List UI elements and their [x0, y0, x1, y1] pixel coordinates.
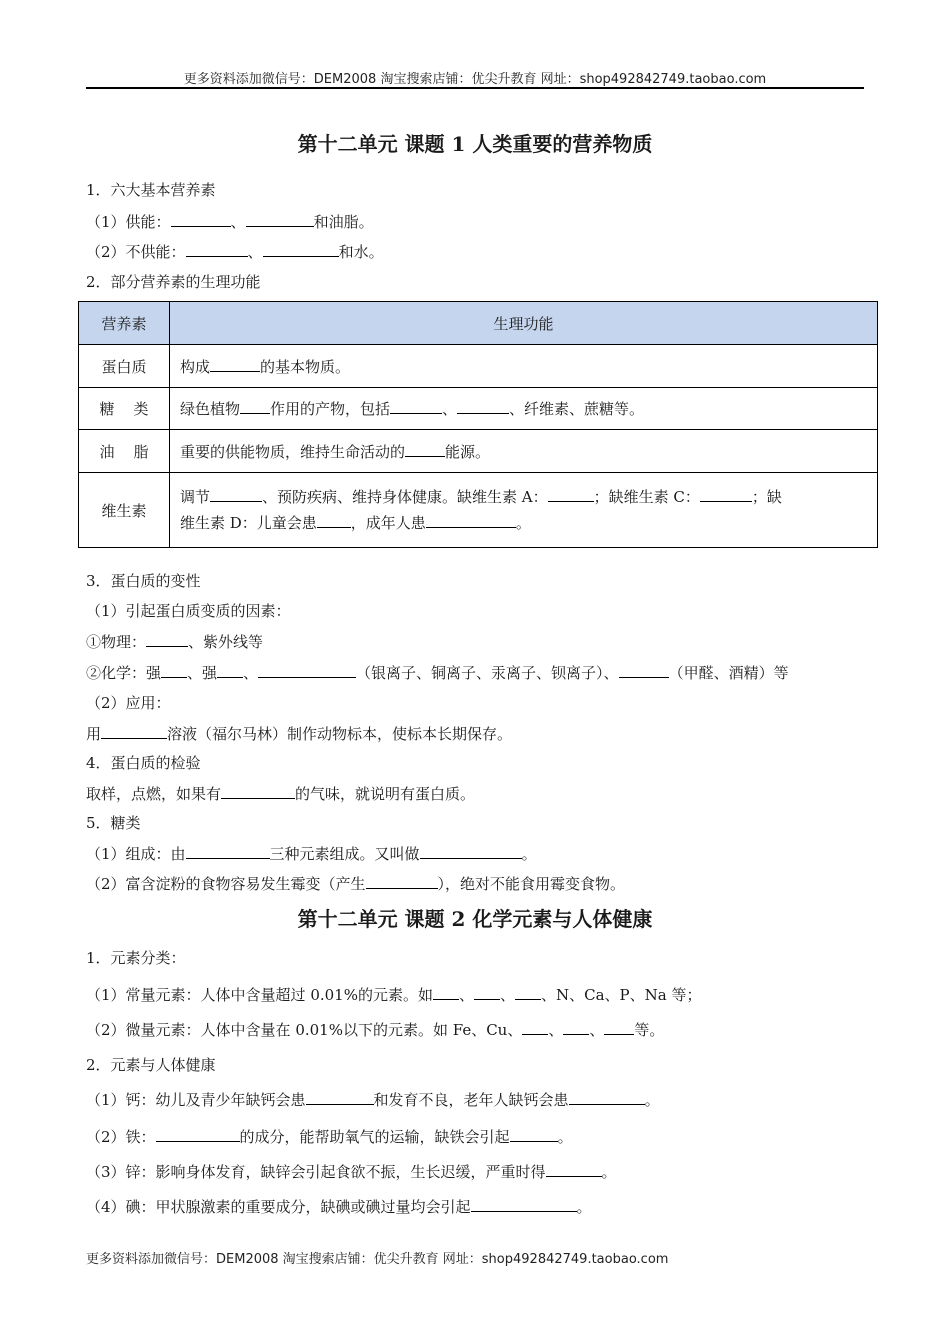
blank[interactable]	[433, 986, 459, 1000]
header-function: 生理功能	[170, 302, 878, 345]
blank[interactable]	[246, 213, 314, 227]
blank[interactable]	[563, 1021, 589, 1035]
blank[interactable]	[546, 1163, 602, 1177]
blank[interactable]	[700, 488, 752, 502]
blank[interactable]	[548, 488, 594, 502]
denature-factors: （1）引起蛋白质变质的因素：	[86, 602, 291, 620]
blank[interactable]	[306, 1091, 374, 1105]
blank[interactable]	[263, 243, 339, 257]
row-function: 调节 、预防疾病、维持身体健康。缺维生素 A： ；缺维生素 C： ；缺 维生素 D：儿童会患 ，成年人患 。	[170, 473, 878, 548]
table-header-row	[79, 302, 878, 345]
blank[interactable]	[420, 845, 522, 859]
row-function: 绿色植物 作用的产物，包括 、 、纤维素、蔗糖等。	[170, 388, 878, 430]
energy-nutrients-line: （1）供能： 、 和油脂。	[86, 213, 374, 231]
blank[interactable]	[619, 664, 669, 678]
blank[interactable]	[522, 1021, 548, 1035]
blank[interactable]	[171, 213, 231, 227]
iodine-line: （4）碘：甲状腺激素的重要成分，缺碘或碘过量均会引起 。	[86, 1198, 592, 1216]
table-row	[79, 345, 878, 388]
blank[interactable]	[186, 243, 248, 257]
trace-elements-line: （2）微量元素：人体中含量在 0.01%以下的元素。如 Fe、Cu、 、 、 等。	[86, 1021, 665, 1039]
physical-factors-line: ①物理： 、紫外线等	[86, 633, 264, 651]
blank[interactable]	[515, 986, 541, 1000]
blank[interactable]	[146, 633, 188, 647]
section-3-heading: 3．蛋白质的变性	[86, 572, 201, 590]
row-label-vitamin: 维生素	[79, 473, 170, 548]
blank[interactable]	[101, 725, 167, 739]
protein-test-line: 取样，点燃，如果有 的气味，就说明有蛋白质。	[86, 785, 476, 803]
blank[interactable]	[186, 845, 270, 859]
blank[interactable]	[317, 514, 351, 528]
blank[interactable]	[457, 400, 509, 414]
lesson2-title: 第十二单元 课题 2 化学元素与人体健康	[297, 907, 653, 931]
blank[interactable]	[426, 514, 516, 528]
lesson1-title: 第十二单元 课题 1 人类重要的营养物质	[297, 132, 653, 156]
blank[interactable]	[405, 443, 445, 457]
blank[interactable]	[510, 1128, 558, 1142]
page-footer: 更多资料添加微信号：DEM2008 淘宝搜索店铺：优尖升教育 网址：shop492842749.taobao.com	[86, 1252, 669, 1267]
application-line: 用 溶液（福尔马林）制作动物标本，使标本长期保存。	[86, 725, 513, 743]
page-header: 更多资料添加微信号：DEM2008 淘宝搜索店铺：优尖升教育 网址：shop492842749.taobao.com	[183, 72, 767, 87]
blank[interactable]	[217, 664, 243, 678]
header-divider	[86, 87, 864, 89]
table-row	[79, 430, 878, 473]
table-row	[79, 388, 878, 430]
row-function: 构成 的基本物质。	[170, 345, 878, 388]
nutrient-function-table	[78, 301, 878, 548]
element-health-heading: 2．元素与人体健康	[86, 1056, 216, 1074]
calcium-line: （1）钙：幼儿及青少年缺钙会患 和发育不良，老年人缺钙会患 。	[86, 1091, 660, 1109]
blank[interactable]	[474, 986, 500, 1000]
table-row	[79, 473, 878, 548]
row-label-fat: 油 脂	[79, 430, 170, 473]
element-classification-heading: 1．元素分类：	[86, 949, 186, 967]
application-heading: （2）应用：	[86, 694, 171, 712]
row-label-sugar: 糖 类	[79, 388, 170, 430]
sugar-composition-line: （1）组成：由 三种元素组成。又叫做 。	[86, 845, 537, 863]
blank[interactable]	[366, 875, 438, 889]
blank[interactable]	[210, 488, 262, 502]
blank[interactable]	[569, 1091, 645, 1105]
header-nutrient: 营养素	[79, 302, 170, 345]
non-energy-nutrients-line: （2）不供能： 、 和水。	[86, 243, 384, 261]
blank[interactable]	[156, 1128, 240, 1142]
blank[interactable]	[240, 400, 270, 414]
iron-line: （2）铁： 的成分，能帮助氧气的运输，缺铁会引起 。	[86, 1128, 573, 1146]
macro-elements-line: （1）常量元素：人体中含量超过 0.01%的元素。如 、 、 、N、Ca、P、Na 等；	[86, 986, 702, 1004]
blank[interactable]	[161, 664, 187, 678]
chemical-factors-line: ②化学：强 、强 、 （银离子、铜离子、汞离子、钡离子）、 （甲醛、酒精）等	[86, 664, 789, 682]
blank[interactable]	[221, 785, 295, 799]
zinc-line: （3）锌：影响身体发育，缺锌会引起食欲不振，生长迟缓，严重时得 。	[86, 1163, 617, 1181]
section-1-heading: 1．六大基本营养素	[86, 181, 216, 199]
section-2-heading: 2．部分营养素的生理功能	[86, 273, 261, 291]
blank[interactable]	[471, 1198, 577, 1212]
row-function: 重要的供能物质，维持生命活动的 能源。	[170, 430, 878, 473]
blank[interactable]	[258, 664, 356, 678]
blank[interactable]	[604, 1021, 634, 1035]
blank[interactable]	[210, 358, 260, 372]
section-4-heading: 4．蛋白质的检验	[86, 754, 201, 772]
starch-mold-line: （2）富含淀粉的食物容易发生霉变（产生 ），绝对不能食用霉变食物。	[86, 875, 626, 893]
blank[interactable]	[390, 400, 442, 414]
row-label-protein: 蛋白质	[79, 345, 170, 388]
section-5-heading: 5．糖类	[86, 814, 141, 832]
